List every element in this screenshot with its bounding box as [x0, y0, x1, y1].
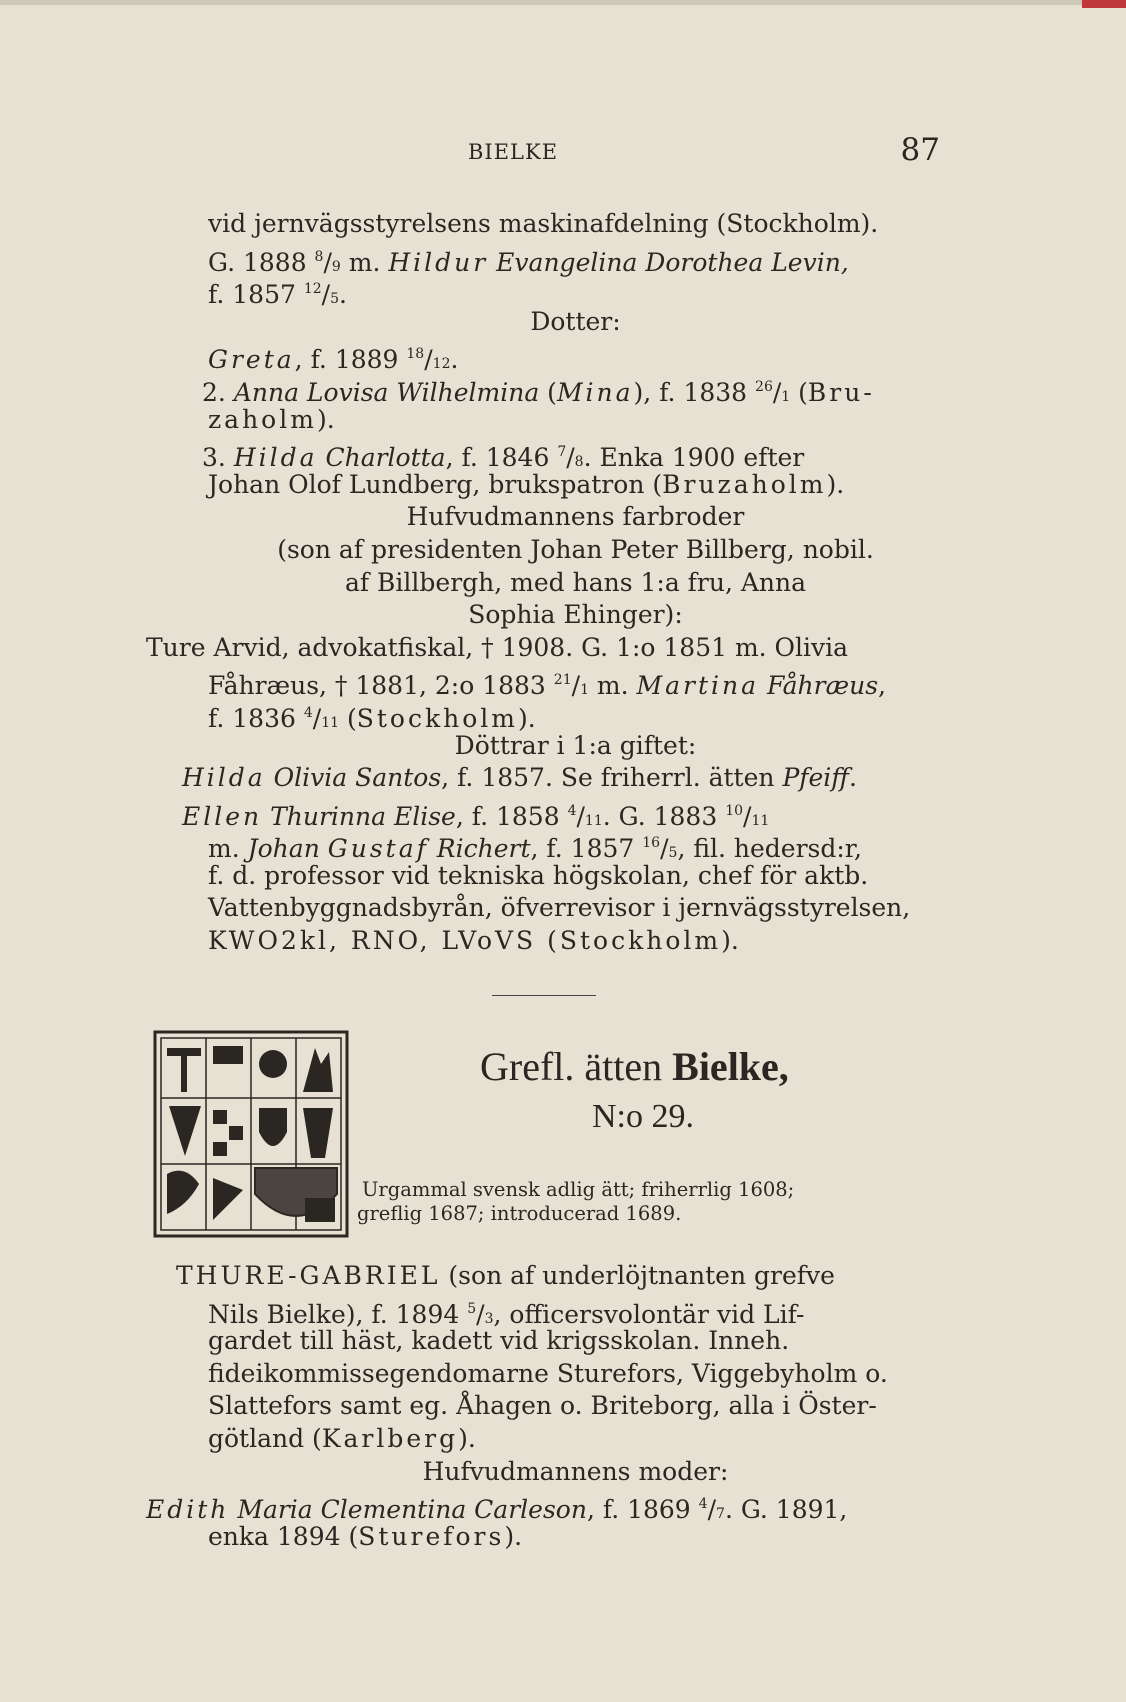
text-line: KWO2kl, RNO, LVoVS (Stockholm). — [208, 926, 739, 956]
red-page-marker — [1082, 0, 1126, 8]
text-line: vid jernvägsstyrelsens maskinafdelning (Stockholm). — [208, 209, 879, 238]
text-line: Nils Bielke), f. 1894 $^5$/3, officersvolontär vid Lif- — [208, 1299, 805, 1329]
entry-continuation — [146, 208, 943, 958]
text-line: gardet till häst, kadett vid krigsskolan. Inneh. — [208, 1326, 790, 1356]
text-line: f. 1836 $^4$/11 (Stockholm). — [208, 703, 536, 733]
text-line: zaholm). — [208, 404, 335, 434]
section-divider — [492, 995, 596, 996]
text-line: Vattenbyggnadsbyrån, öfverrevisor i jernvägsstyrelsen, — [208, 893, 911, 923]
text-line: 3. Hilda Charlotta, f. 1846 $^7$/8. Enka 1900 efter — [202, 443, 805, 473]
text-line: f. d. professor vid tekniska högskolan, chef för aktb. — [208, 860, 869, 890]
coat-of-arms-icon — [151, 1028, 351, 1240]
family-origin: Urgammal svensk adlig ätt; friherrlig 1608; greflig 1687; introducerad 1689. — [357, 1178, 795, 1225]
text-line: Sophia Ehinger): — [468, 600, 683, 630]
text-line: THURE-GABRIEL (son af underlöjtnanten grefve — [176, 1261, 835, 1290]
section-heading: Döttrar i 1:a giftet: — [454, 730, 697, 760]
text-line: Johan Olof Lundberg, brukspatron (Bruzaholm). — [208, 469, 845, 499]
text-line: Fåhræus, † 1881, 2:o 1883 $^{21}$/1 m. Martina Fåhræus, — [208, 671, 886, 701]
running-title: BIELKE — [468, 140, 559, 164]
section-heading: Hufvudmannens farbroder — [406, 502, 745, 532]
text-line: (son af presidenten Johan Peter Billberg, nobil. — [277, 534, 874, 564]
page-top-edge — [0, 0, 1126, 5]
section-heading: Hufvudmannens moder: — [422, 1456, 729, 1486]
text-line: Ture Arvid, advokatfiskal, † 1908. G. 1:o 1851 m. Olivia — [146, 632, 849, 662]
text-line: Edith Maria Clementina Carleson, f. 1869 $^4$/7. G. 1891, — [146, 1495, 848, 1525]
section-heading: Dotter: — [530, 306, 621, 336]
main-entry — [146, 1260, 943, 1553]
text-line: m. Johan Gustaf Richert, f. 1857 $^{16}$/5, fil. hedersd:r, — [208, 834, 862, 864]
text-line: Hilda Olivia Santos, f. 1857. Se friherrl. ätten Pfeiff. — [182, 763, 857, 793]
text-line: 2. Anna Lovisa Wilhelmina (Mina), f. 1838 $^{26}$/1 (Bru- — [202, 377, 875, 407]
text-line: Ellen Thurinna Elise, f. 1858 $^4$/11. G. 1883 $^{10}$/11 — [182, 801, 770, 831]
text-line: fideikommissegendomarne Sturefors, Viggebyholm o. — [208, 1358, 888, 1388]
text-line: f. 1857 $^{12}$/5. — [208, 280, 347, 310]
text-line: enka 1894 (Sturefors). — [208, 1521, 523, 1551]
text-line: Slattefors samt eg. Åhagen o. Briteborg, alla i Öster- — [208, 1391, 877, 1421]
text-line: götland (Karlberg). — [208, 1423, 476, 1453]
page-header — [190, 132, 940, 176]
family-title: Grefl. ätten Bielke, — [480, 1044, 789, 1089]
family-number: N:o 29. — [592, 1098, 694, 1135]
text-line: af Billbergh, med hans 1:a fru, Anna — [344, 567, 807, 597]
text-line: Greta, f. 1889 $^{18}$/12. — [208, 345, 459, 375]
page-number: 87 — [900, 132, 940, 168]
text-line: G. 1888 $^8$/9 m. Hildur Evangelina Dorothea Levin, — [208, 247, 849, 277]
